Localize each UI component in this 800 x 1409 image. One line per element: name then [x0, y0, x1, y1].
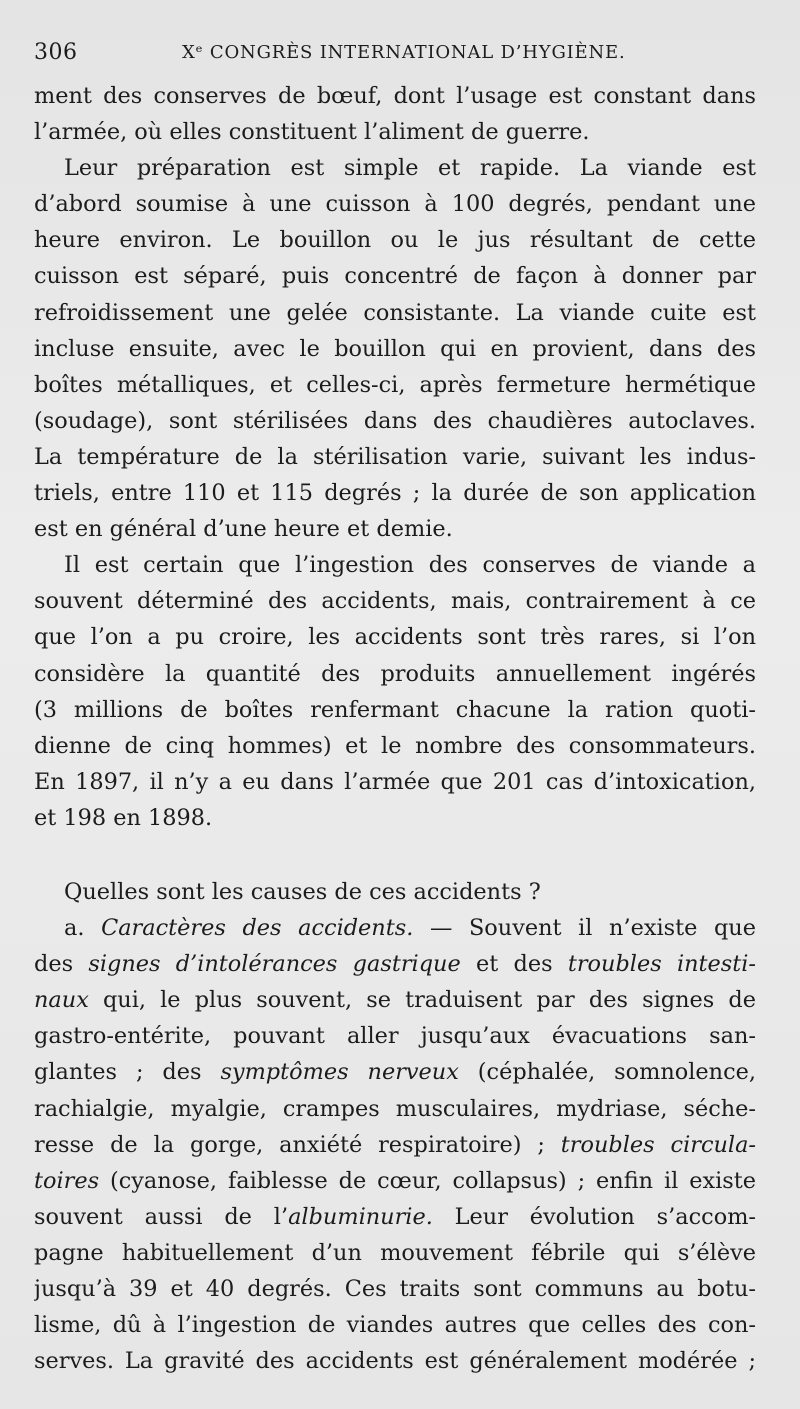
text-line: est en général d’une heure et demie.: [34, 516, 453, 543]
running-title: Xᵉ CONGRÈS INTERNATIONAL D’HYGIÈNE.: [182, 42, 626, 63]
body-text: [34, 78, 756, 1379]
text-line: souvent déterminé des accidents, mais, contrairement à ce: [34, 588, 756, 615]
text-line: dienne de cinq hommes) et le nombre des consommateurs.: [34, 732, 756, 759]
page-header: [34, 40, 754, 72]
text-line: incluse ensuite, avec le bouillon qui en provient, dans des: [34, 335, 756, 362]
text-line: (3 millions de boîtes renfermant chacune la ration quoti-: [34, 696, 756, 723]
text-line: que l’on a pu croire, les accidents sont très rares, si l’on: [34, 624, 756, 651]
text-line: serves. La gravité des accidents est généralement modérée ;: [34, 1348, 756, 1375]
text-line: a. Caractères des accidents. — Souvent il n’existe que: [64, 915, 756, 942]
text-line: d’abord soumise à une cuisson à 100 degrés, pendant une: [34, 191, 756, 218]
text-line: pagne habituellement d’un mouvement fébrile qui s’élève: [34, 1239, 756, 1266]
text-line: des signes d’intolérances gastrique et des troubles intesti-: [34, 951, 756, 978]
text-line: heure environ. Le bouillon ou le jus résultant de cette: [34, 227, 756, 254]
text-line: resse de la gorge, anxiété respiratoire) ; troubles circula-: [34, 1131, 756, 1158]
text-line: triels, entre 110 et 115 degrés ; la durée de son application: [34, 480, 756, 507]
text-line: gastro-entérite, pouvant aller jusqu’aux évacuations san-: [34, 1023, 756, 1050]
text-line: rachialgie, myalgie, crampes musculaires, mydriase, séche-: [34, 1095, 756, 1122]
text-line: boîtes métalliques, et celles-ci, après fermeture hermétique: [34, 371, 756, 398]
text-line: (soudage), sont stérilisées dans des chaudières autoclaves.: [34, 407, 756, 434]
text-line: lisme, dû à l’ingestion de viandes autres que celles des con-: [34, 1312, 756, 1339]
text-line: Leur préparation est simple et rapide. La viande est: [64, 155, 756, 182]
text-line: refroidissement une gelée consistante. La viande cuite est: [34, 299, 756, 326]
text-line: ment des conserves de bœuf, dont l’usage est constant dans: [34, 83, 756, 109]
text-line: toires (cyanose, faiblesse de cœur, collapsus) ; enfin il existe: [34, 1167, 756, 1194]
text-line: et 198 en 1898.: [34, 804, 213, 831]
text-line: considère la quantité des produits annuellement ingérés: [34, 660, 756, 687]
page-number: 306: [34, 40, 78, 65]
text-line: l’armée, où elles constituent l’aliment de guerre.: [34, 119, 590, 146]
text-line: La température de la stérilisation varie, suivant les indus-: [34, 443, 756, 470]
text-line: naux qui, le plus souvent, se traduisent par des signes de: [34, 987, 756, 1014]
text-line: cuisson est séparé, puis concentré de façon à donner par: [34, 263, 756, 290]
text-line: glantes ; des symptômes nerveux (céphalée, somnolence,: [34, 1059, 756, 1086]
text-line: En 1897, il n’y a eu dans l’armée que 201 cas d’intoxication,: [34, 768, 756, 795]
text-line: Il est certain que l’ingestion des conserves de viande a: [64, 552, 756, 579]
text-line: souvent aussi de l’albuminurie. Leur évolution s’accom-: [34, 1203, 756, 1230]
paragraph-gap: [34, 836, 756, 874]
text-line: Quelles sont les causes de ces accidents ?: [64, 878, 541, 905]
text-line: jusqu’à 39 et 40 degrés. Ces traits sont communs au botu-: [34, 1276, 756, 1302]
